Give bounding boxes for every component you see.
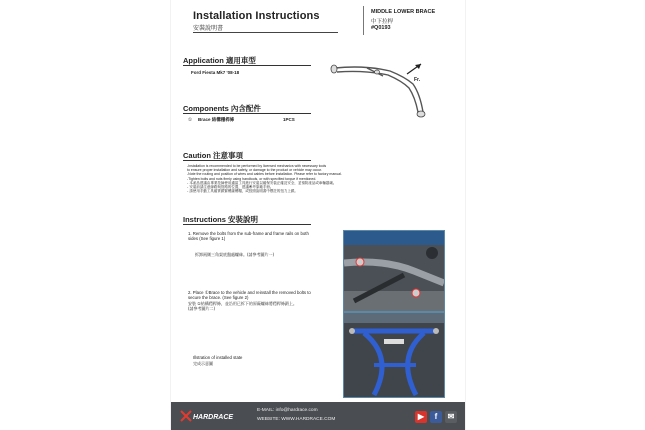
header-vertical-divider [363, 6, 364, 35]
component-quantity: 1PCS [283, 117, 295, 122]
product-name: MIDDLE LOWER BRACE [371, 9, 436, 15]
step-1-line: sides (See figure 1) [188, 236, 226, 242]
page-subtitle: 安裝說明書 [193, 25, 224, 32]
caution-line: -Tighten bolts and nuts firmly using handtools, or with specified torque if mentioned. [187, 176, 317, 181]
vehicle-text: Ford Fiesta Mk7 '08-18 [191, 70, 240, 75]
wechat-icon[interactable]: ✉ [445, 411, 457, 423]
footer-website[interactable]: WEBSITE: WWW.HARDRACE.COM [257, 417, 336, 422]
components-heading: Components 內含配件 [183, 104, 261, 113]
step-1-zh: 拆卸兩側三角架底盤處螺絲。(請參考圖片一) [195, 252, 275, 257]
brace-illustration [325, 44, 465, 124]
figure-1-photo [344, 231, 444, 311]
footer-email[interactable]: E-MAIL: info@hardrace.com [257, 408, 318, 413]
component-name: Brace 結構穩桿條 [198, 117, 235, 122]
facebook-icon[interactable]: f [430, 411, 442, 423]
header-divider [193, 32, 338, 33]
footer [171, 402, 465, 430]
front-label: Fr. [414, 77, 421, 83]
instructions-heading: Instructions 安裝說明 [183, 215, 259, 224]
brand-logo [177, 408, 237, 424]
caution-line: to ensure proper installation and safety, or damage to the product or vehicle may occur. [187, 168, 322, 173]
caution-heading: Caution 注意事項 [183, 151, 243, 160]
step-2-zh-line: 安裝 ①結構穩桿條，並沿用已拆下的原廠螺絲將穩桿條鎖上。 [188, 301, 297, 306]
brace-arm-inner [337, 71, 418, 112]
caution-line: - 請使用手動工具確實鎖緊螺絲螺帽，或按照說明書中標註的扭力上鎖。 [187, 189, 298, 194]
step-2-zh [188, 301, 353, 311]
application-heading: Application 適用車型 [183, 56, 256, 65]
step-3-zh: 完成示意圖 [193, 361, 213, 366]
components-divider [183, 113, 311, 114]
product-code: #Q0193 [371, 25, 391, 31]
caution-line: - 安裝前請注意線路與管路的位置，建議參考原廠手冊。 [187, 185, 274, 190]
application-divider [183, 65, 311, 66]
bushing-left [331, 65, 337, 73]
step-1-text [188, 231, 348, 242]
page-title: Installation Instructions [193, 10, 320, 22]
figure-1 [343, 230, 445, 312]
caution-line: - 本產品建議由專業技師使用適當工具進行安裝以確保安裝正確及安全，並預防產品或車輛損壞。 [187, 180, 337, 185]
caution-line: -Note the routing and position of wires and cables before installation. Please refer to factory manual. [187, 172, 342, 177]
step-2-line: 2. Place ①Brace to the vehicle and reinstall the removed bolts to [188, 290, 311, 295]
instructions-divider [183, 224, 311, 225]
bushing-rear [417, 111, 425, 117]
youtube-icon[interactable]: ▶ [415, 411, 427, 423]
step-2-text [188, 290, 353, 301]
figure-2-photo [344, 313, 444, 397]
step-2-zh-line: (請參考圖片二) [188, 306, 216, 311]
caution-divider [183, 160, 311, 161]
product-name-zh: 中下拉桿 [371, 19, 394, 25]
step-2-line: secure the brace. (See figure 2) [188, 295, 249, 301]
instruction-sheet [171, 0, 465, 430]
component-index: ① [188, 117, 193, 122]
step-1-line: 1. Remove the bolts from the sub-frame and frame rails on both [188, 231, 309, 236]
bushing-middle [375, 70, 380, 74]
step-3-text: Illstration of installed state [193, 355, 243, 360]
figure-2 [343, 312, 445, 398]
caution-line: -Installation is recommended to be performed by licensed mechanics with necessary tools [187, 164, 327, 168]
caution-text [187, 164, 387, 193]
brand-name: HARDRACE [193, 414, 234, 421]
